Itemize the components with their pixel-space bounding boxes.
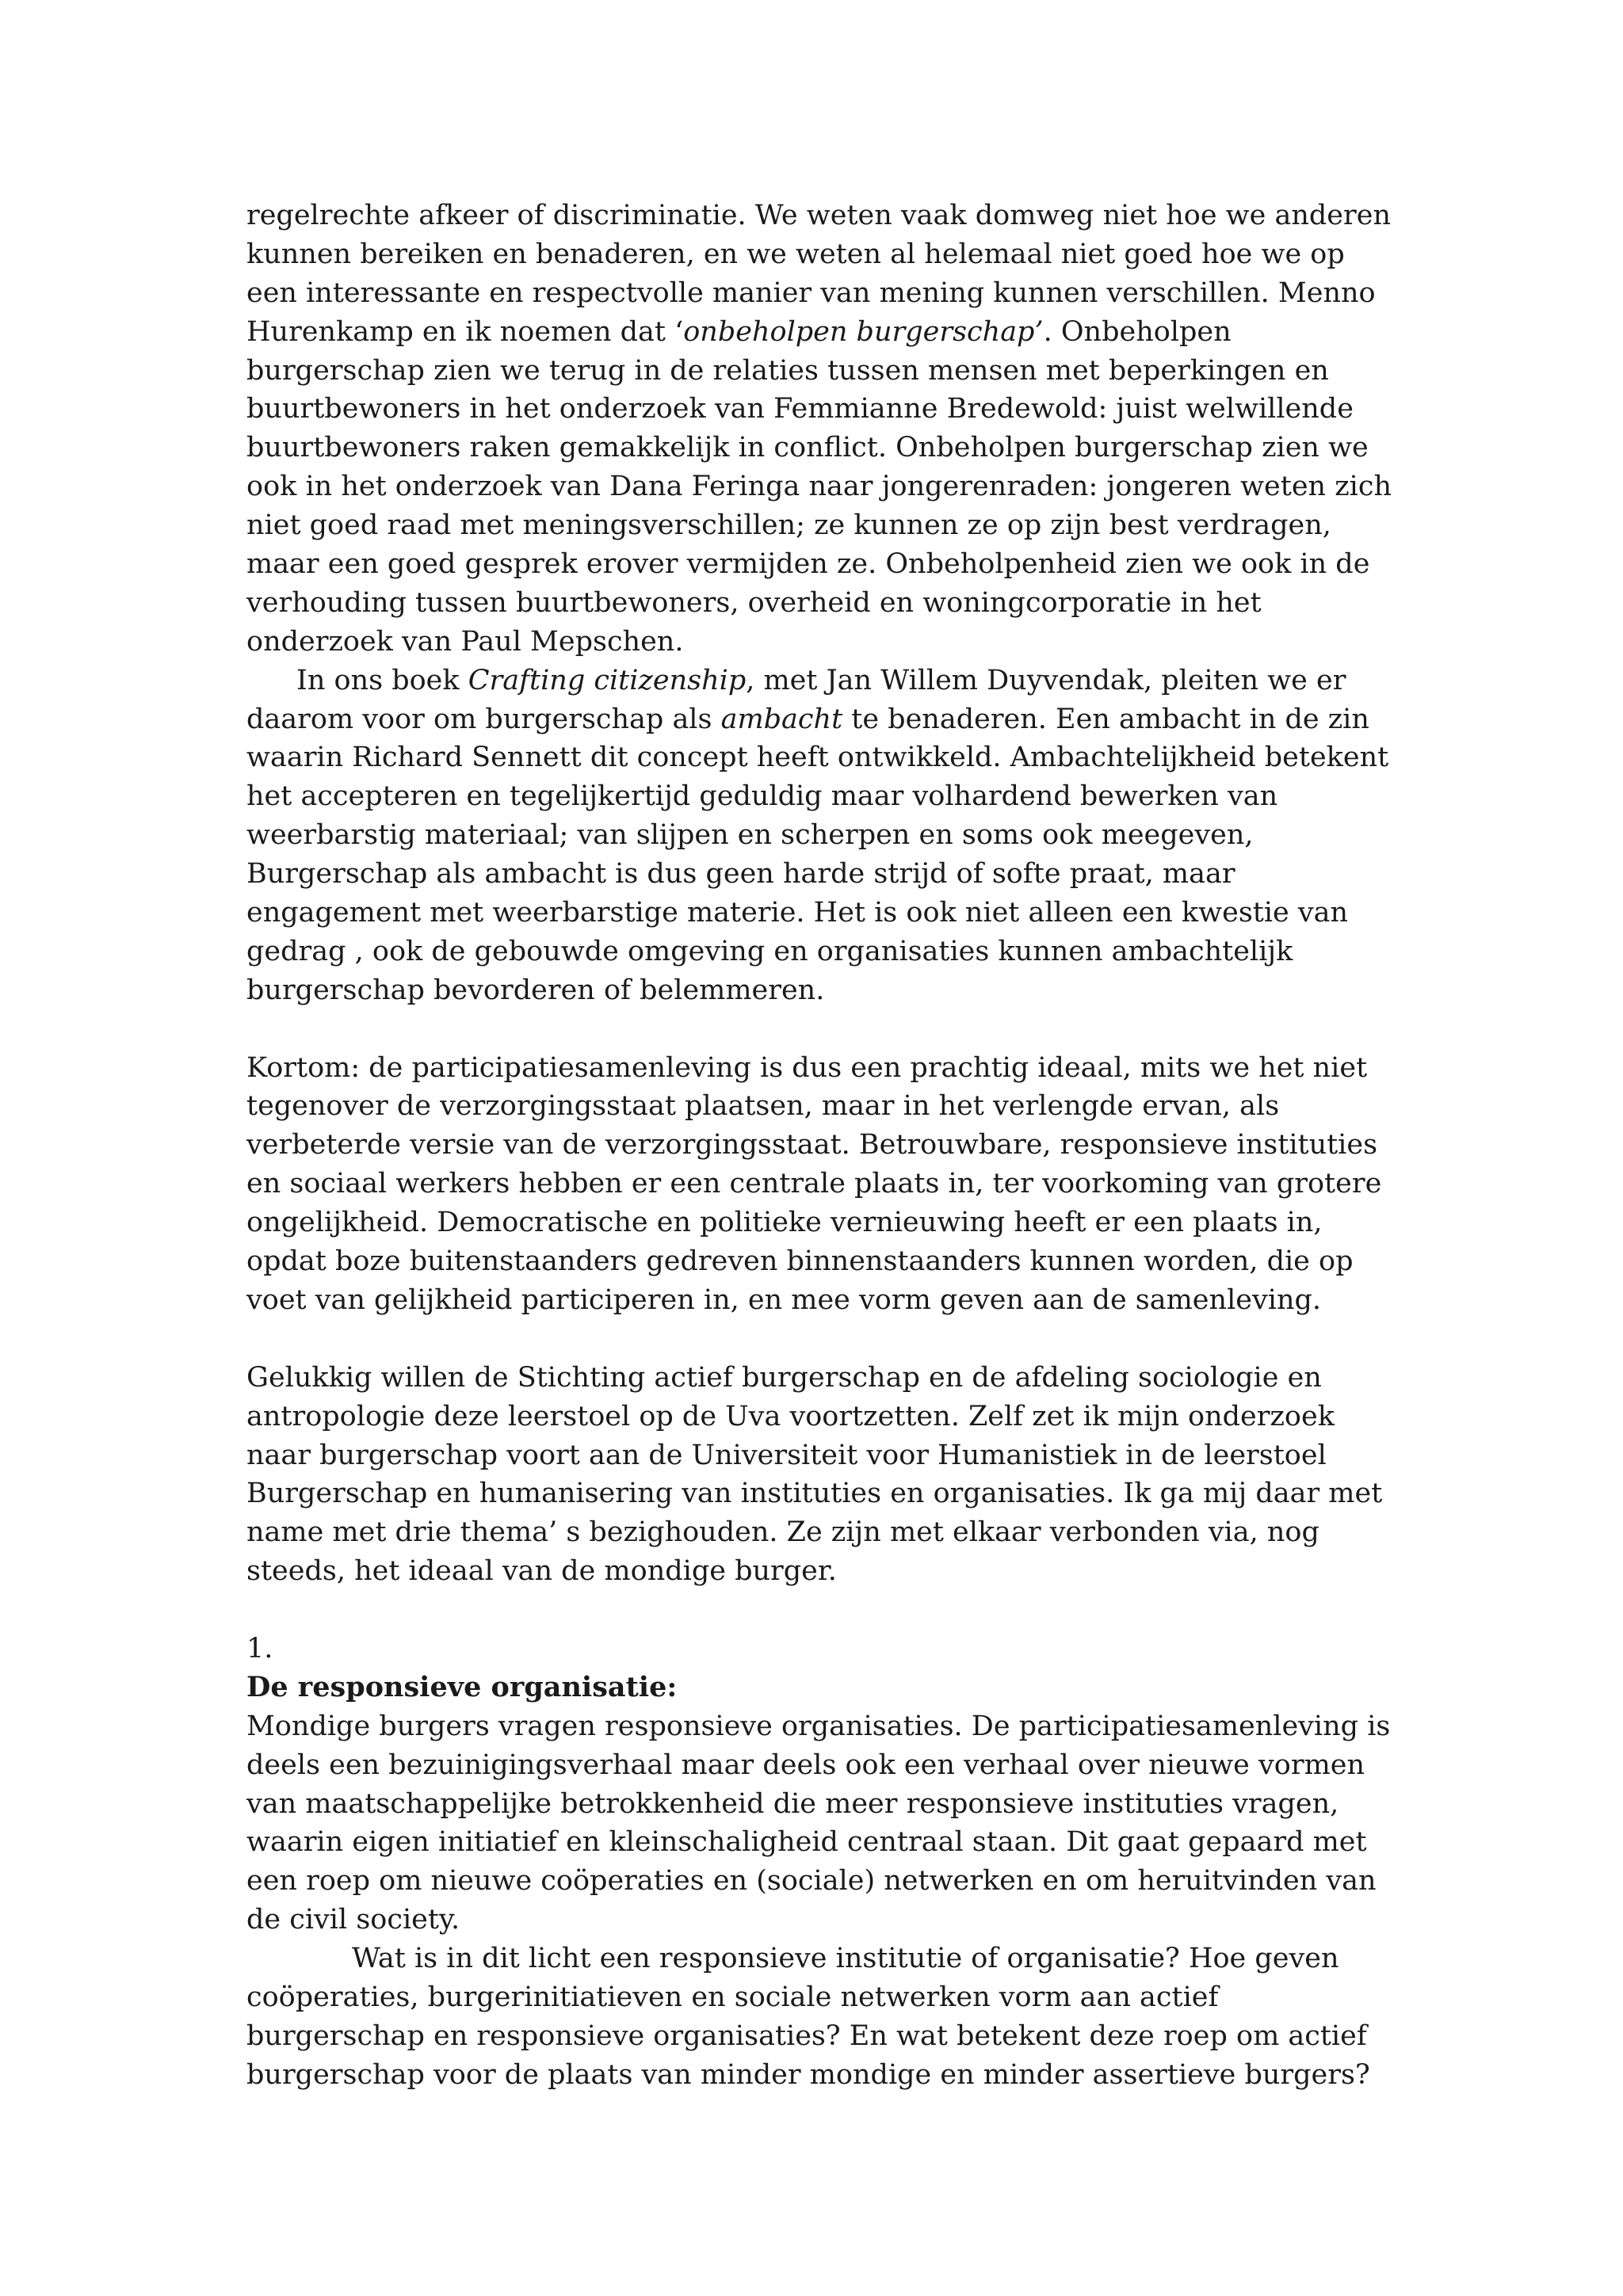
text-line: gedrag , ook de gebouwde omgeving en organisaties kunnen ambachtelijk	[246, 935, 1293, 967]
text-line: naar burgerschap voort aan de Universiteit voor Humanistiek in de leerstoel	[246, 1439, 1327, 1471]
text-line: engagement met weerbarstige materie. Het is ook niet alleen een kwestie van	[246, 897, 1349, 929]
text-run: . Onbeholpen	[1043, 315, 1232, 348]
text-line: kunnen bereiken en benaderen, en we weten al helemaal niet goed hoe we op	[246, 238, 1345, 270]
text-line: burgerschap en responsieve organisaties? En wat betekent deze roep om actief	[246, 2019, 1367, 2052]
text-line: verhouding tussen buurtbewoners, overheid en woningcorporatie in het	[246, 586, 1262, 619]
paragraph-spacer	[246, 1591, 1388, 1630]
text-run: te benaderen. Een ambacht in de zin	[842, 703, 1369, 735]
text-line: voet van gelijkheid participeren in, en mee vorm geven aan de samenleving.	[246, 1283, 1322, 1316]
text-line: opdat boze buitenstaanders gedreven binnenstaanders kunnen worden, die op	[246, 1245, 1354, 1278]
text-line: buurtbewoners in het onderzoek van Femmianne Bredewold: juist welwillende	[246, 393, 1354, 425]
text-line	[246, 700, 1388, 739]
italic-book-title: Crafting citizenship	[468, 664, 747, 696]
section-responsieve-organisatie	[246, 1630, 1391, 2095]
paragraph-kortom	[246, 1049, 1388, 1320]
paragraph-gelukkig	[246, 1359, 1388, 1591]
text-line: weerbarstig materiaal; van slijpen en scherpen en soms ook meegeven,	[246, 819, 1254, 852]
text-line	[246, 662, 1388, 700]
text-line: Burgerschap en humanisering van instituties en organisaties. Ik ga mij daar met	[246, 1478, 1383, 1510]
paragraph-spacer	[246, 1010, 1388, 1049]
text-line: Mondige burgers vragen responsieve organisaties. De participatiesamenleving is	[246, 1710, 1391, 1742]
text-run: In ons boek	[296, 664, 468, 696]
section-number: 1.	[246, 1632, 273, 1665]
text-line: ook in het onderzoek van Dana Feringa naar jongerenraden: jongeren weten zich	[246, 471, 1392, 503]
text-line: Kortom: de participatiesamenleving is dus een prachtig ideaal, mits we het niet	[246, 1051, 1368, 1084]
text-line: het accepteren en tegelijkertijd geduldig maar volhardend bewerken van	[246, 780, 1278, 813]
italic-term: onbeholpen burgerschap’	[683, 315, 1044, 348]
text-line: maar een goed gesprek erover vermijden ze. Onbeholpenheid zien we ook in de	[246, 548, 1370, 581]
text-line: antropologie deze leerstoel op de Uva voortzetten. Zelf zet ik mijn onderzoek	[246, 1400, 1335, 1432]
text-line	[246, 313, 1388, 352]
text-line: burgerschap bevorderen of belemmeren.	[246, 974, 825, 1006]
paragraph-crafting-citizenship	[246, 662, 1388, 1010]
text-line: burgerschap voor de plaats van minder mondige en minder assertieve burgers?	[246, 2058, 1370, 2091]
paragraph-onbeholpen-burgerschap	[246, 196, 1392, 662]
text-line: een interessante en respectvolle manier van mening kunnen verschillen. Menno	[246, 277, 1376, 309]
text-line: en sociaal werkers hebben er een centrale plaats in, ter voorkoming van grotere	[246, 1168, 1382, 1200]
text-line: waarin eigen initiatief en kleinschaligheid centraal staan. Dit gaat gepaard met	[246, 1826, 1367, 1859]
text-line: coöperaties, burgerinitiatieven en sociale netwerken vorm aan actief	[246, 1981, 1219, 2013]
text-run: Hurenkamp en ik noemen dat ‘	[246, 315, 684, 348]
text-line: tegenover de verzorgingsstaat plaatsen, maar in het verlengde ervan, als	[246, 1090, 1280, 1123]
text-line: buurtbewoners raken gemakkelijk in conflict. Onbeholpen burgerschap zien we	[246, 432, 1369, 464]
document-page	[246, 196, 1392, 2095]
text-line: deels een bezuinigingsverhaal maar deels ook een verhaal over nieuwe vormen	[246, 1749, 1365, 1781]
text-line: name met drie thema’ s bezighouden. Ze zijn met elkaar verbonden via, nog	[246, 1516, 1319, 1549]
italic-term: ambacht	[720, 703, 843, 735]
paragraph-spacer	[246, 1320, 1388, 1359]
text-line: onderzoek van Paul Mepschen.	[246, 625, 684, 658]
text-run: daarom voor om burgerschap als	[246, 703, 721, 735]
text-line: regelrechte afkeer of discriminatie. We weten vaak domweg niet hoe we anderen	[246, 200, 1391, 231]
text-line: de civil society.	[246, 1904, 460, 1936]
text-line: van maatschappelijke betrokkenheid die meer responsieve instituties vragen,	[246, 1787, 1339, 1820]
text-line: burgerschap zien we terug in de relaties tussen mensen met beperkingen en	[246, 354, 1329, 387]
text-line: niet goed raad met meningsverschillen; ze kunnen ze op zijn best verdragen,	[246, 509, 1331, 542]
text-line: Burgerschap als ambacht is dus geen harde strijd of softe praat, maar	[246, 858, 1235, 891]
text-line: waarin Richard Sennett dit concept heeft ontwikkeld. Ambachtelijkheid betekent	[246, 742, 1389, 774]
section-heading: De responsieve organisatie:	[246, 1670, 678, 1703]
text-line: Wat is in dit licht een responsieve institutie of organisatie? Hoe geven	[352, 1943, 1339, 1975]
text-run: , met Jan Willem Duyvendak, pleiten we er	[746, 664, 1346, 696]
text-line: steeds, het ideaal van de mondige burger.	[246, 1555, 837, 1588]
text-line: ongelijkheid. Democratische en politieke vernieuwing heeft er een plaats in,	[246, 1207, 1323, 1239]
text-line: verbeterde versie van de verzorgingsstaat. Betrouwbare, responsieve instituties	[246, 1129, 1378, 1161]
text-line: Gelukkig willen de Stichting actief burgerschap en de afdeling sociologie en	[246, 1361, 1322, 1394]
text-line: een roep om nieuwe coöperaties en (sociale) netwerken en om heruitvinden van	[246, 1865, 1377, 1897]
